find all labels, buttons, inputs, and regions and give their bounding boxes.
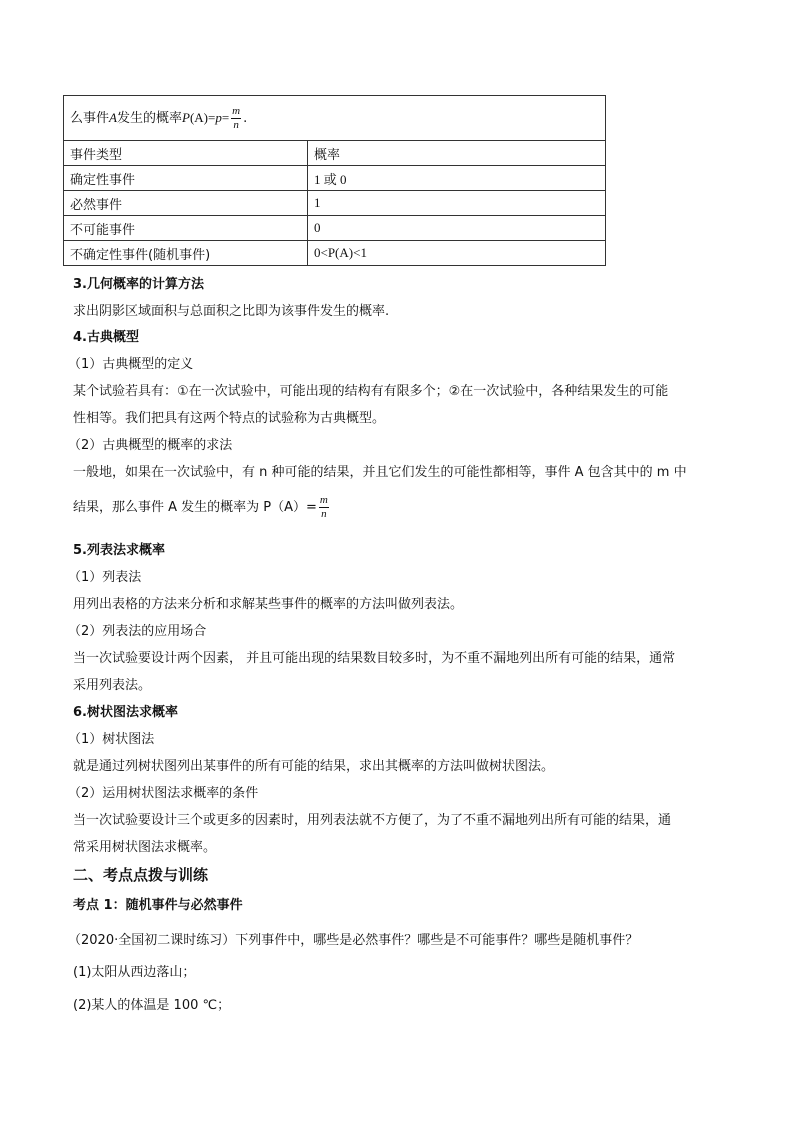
section-6-para-2a: 当一次试验要设计三个或更多的因素时，用列表法就不方便了，为了不重不漏地列出所有可能的结果，通 bbox=[73, 813, 672, 828]
section-3-text: 求出阴影区域面积与总面积之比即为该事件发生的概率. bbox=[73, 304, 390, 319]
section-4-para-2b: 结果，那么事件 A 发生的概率为 P（A）= bbox=[73, 500, 317, 515]
cell-probability: 0 bbox=[308, 216, 606, 241]
intro-formula-eq: = bbox=[221, 109, 230, 125]
section-4-subtitle-1: （1）古典概型的定义 bbox=[68, 357, 194, 372]
section-5-title: 5.列表法求概率 bbox=[73, 543, 165, 558]
intro-formula-lower-p: p bbox=[215, 109, 222, 125]
part-2-title: 二、考点点拨与训练 bbox=[73, 866, 209, 884]
intro-formula-rest: (A)= bbox=[189, 109, 216, 125]
section-4-para-2b-line bbox=[73, 495, 331, 520]
section-6-subtitle-2: （2）运用树状图法求概率的条件 bbox=[68, 786, 259, 801]
section-4-title: 4.古典概型 bbox=[73, 330, 139, 345]
cell-event-type: 不可能事件 bbox=[64, 216, 308, 241]
section-5-para-2a: 当一次试验要设计两个因素， 并且可能出现的结果数目较多时，为不重不漏地列出所有可能的结果，通常 bbox=[73, 651, 676, 666]
table-intro-row bbox=[64, 96, 606, 141]
intro-mid: 发生的概率 bbox=[116, 110, 182, 126]
intro-prefix: 么事件 bbox=[70, 110, 110, 126]
intro-fraction-denominator: n bbox=[233, 118, 239, 131]
intro-formula-p: P bbox=[181, 109, 190, 125]
section-6-title: 6.树状图法求概率 bbox=[73, 705, 178, 720]
section-5-para-1: 用列出表格的方法来分析和求解某些事件的概率的方法叫做列表法。 bbox=[73, 597, 464, 612]
header-probability: 概率 bbox=[308, 141, 606, 166]
table-row bbox=[64, 241, 606, 266]
section-5-para-2b: 采用列表法。 bbox=[73, 678, 152, 693]
section-4-para-2a: 一般地，如果在一次试验中，有 n 种可能的结果，并且它们发生的可能性都相等，事件 A 包含其中的 m 中 bbox=[73, 465, 687, 480]
fraction-numerator: m bbox=[319, 494, 328, 506]
header-event-type: 事件类型 bbox=[64, 141, 308, 166]
table-row bbox=[64, 216, 606, 241]
section-6-para-2b: 常采用树状图法求概率。 bbox=[73, 840, 217, 855]
section-6-subtitle-1: （1）树状图法 bbox=[68, 732, 155, 747]
section-6-para-1: 就是通过列树状图列出某事件的所有可能的结果，求出其概率的方法叫做树状图法。 bbox=[73, 759, 555, 774]
classical-probability-fraction bbox=[319, 495, 329, 520]
table-row bbox=[64, 191, 606, 216]
cell-probability: 1 或 0 bbox=[308, 166, 606, 191]
question-intro: （2020·全国初二课时练习）下列事件中，哪些是必然事件？哪些是不可能事件？哪些是随机事件？ bbox=[68, 933, 639, 948]
section-4-para-1b: 性相等。我们把具有这两个特点的试验称为古典概型。 bbox=[73, 411, 386, 426]
cell-event-type: 必然事件 bbox=[64, 191, 308, 216]
probability-table bbox=[63, 95, 606, 266]
fraction-denominator: n bbox=[321, 508, 327, 520]
section-5-subtitle-2: （2）列表法的应用场合 bbox=[68, 624, 207, 639]
section-3-title: 3.几何概率的计算方法 bbox=[73, 277, 204, 292]
question-item-1: (1)太阳从西边落山； bbox=[73, 965, 196, 980]
section-4-para-1a: 某个试验若具有：①在一次试验中，可能出现的结构有有限多个；②在一次试验中，各种结果发生的可能 bbox=[73, 384, 669, 399]
intro-fraction bbox=[231, 106, 241, 131]
key-point-1-title: 考点 1：随机事件与必然事件 bbox=[73, 898, 243, 913]
cell-probability: 0<P(A)<1 bbox=[308, 241, 606, 266]
table-header-row bbox=[64, 141, 606, 166]
intro-fraction-numerator: m bbox=[232, 104, 241, 117]
intro-end: . bbox=[243, 110, 248, 126]
table-intro-cell bbox=[64, 96, 606, 141]
section-5-subtitle-1: （1）列表法 bbox=[68, 570, 142, 585]
question-item-2: (2)某人的体温是 100 ℃； bbox=[73, 998, 231, 1013]
table-row bbox=[64, 166, 606, 191]
section-4-subtitle-2: （2）古典概型的概率的求法 bbox=[68, 438, 233, 453]
cell-event-type: 不确定性事件(随机事件) bbox=[64, 241, 308, 266]
cell-probability: 1 bbox=[308, 191, 606, 216]
cell-event-type: 确定性事件 bbox=[64, 166, 308, 191]
intro-event-a: A bbox=[109, 109, 117, 125]
